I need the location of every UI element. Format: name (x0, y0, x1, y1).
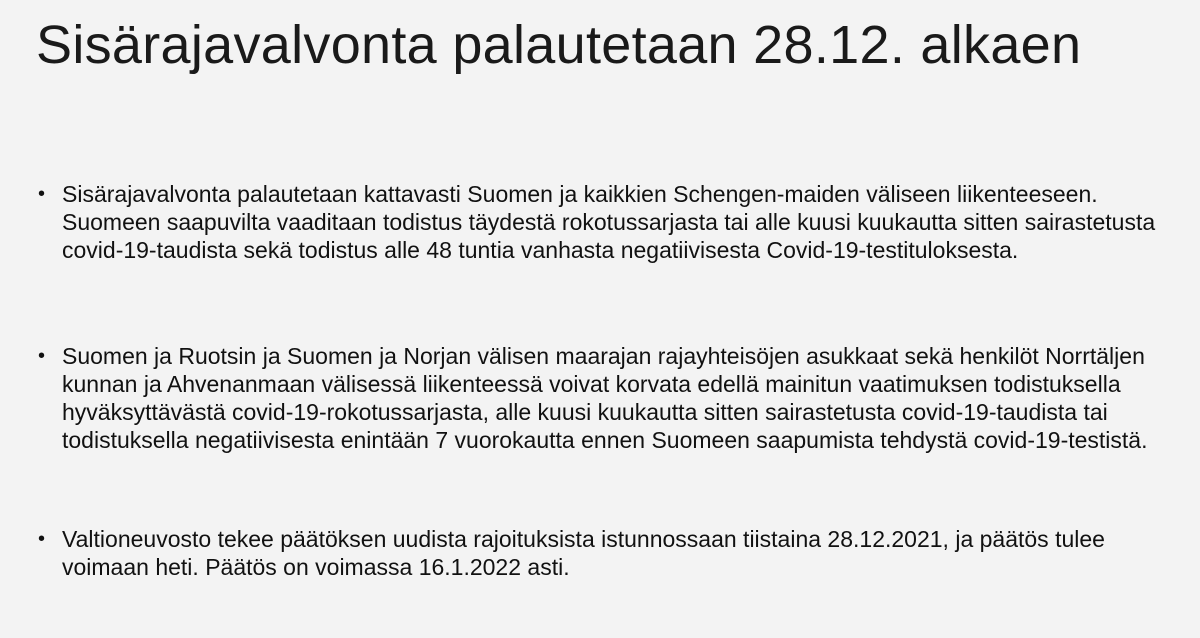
bullet-text: Suomen ja Ruotsin ja Suomen ja Norjan välisen maarajan rajayhteisöjen asukkaat sekä henkilöt Norrtäljen kunnan ja Ahvenanmaan välisessä liikenteessä voivat korvata edellä mainitun vaatimuksen todistuksella hyväksyttävästä covid-19-rokotussarjasta, alle kuusi kuukautta sitten sairastetusta covid-19-taudista tai todistuksella negatiivisesta enintään 7 vuorokautta ennen Suomeen saapumista tehdystä covid-19-testistä. (62, 343, 1148, 453)
bullet-text: Sisärajavalvonta palautetaan kattavasti Suomen ja kaikkien Schengen-maiden väliseen liikenteeseen. Suomeen saapuvilta vaaditaan todistus täydestä rokotussarjasta tai alle kuusi kuukautta sitten sairastetusta covid-19-taudista sekä todistus alle 48 tuntia vanhasta negatiivisesta Covid-19-testituloksesta. (62, 181, 1156, 263)
bullet-dot-icon: • (38, 183, 46, 205)
bullet-dot-icon: • (38, 528, 46, 550)
bullet-item (36, 180, 1186, 264)
bullet-list (36, 180, 1186, 580)
bullet-text: Valtioneuvosto tekee päätöksen uudista rajoituksista istunnossaan tiistaina 28.12.2021, ja päätös tulee voimaan heti. Päätös on voimassa 16.1.2022 asti. (62, 526, 1105, 580)
slide-title: Sisärajavalvonta palautetaan 28.12. alkaen (36, 15, 1082, 75)
bullet-dot-icon: • (38, 345, 46, 367)
bullet-item (36, 525, 1186, 581)
bullet-item (36, 342, 1186, 454)
